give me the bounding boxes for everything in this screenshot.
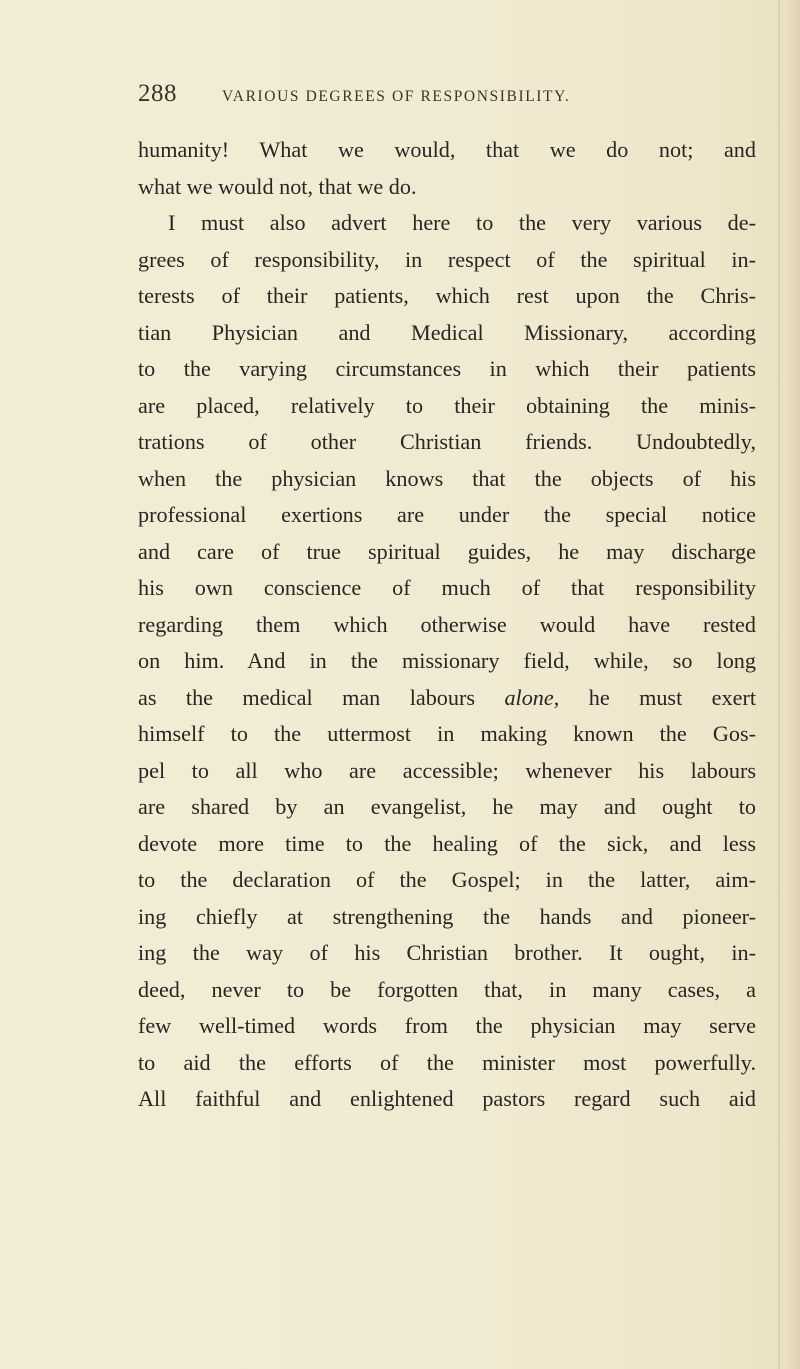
text-line: ing the way of his Christian brother. It ought, in- [138, 940, 756, 965]
text-line: and care of true spiritual guides, he may discharge [138, 538, 756, 564]
text-line: when the physician knows that the objects of his [138, 465, 756, 491]
text-line: ing chiefly at strengthening the hands and pioneer- [138, 903, 756, 929]
text-line: grees of responsibility, in respect of the spiritual in- [138, 246, 756, 272]
text-line: deed, never to be forgotten that, in many cases, a [138, 976, 756, 1002]
text-line: his own conscience of much of that responsibility [138, 575, 756, 600]
text-line: tian Physician and Medical Missionary, according [138, 319, 756, 345]
text-line: regarding them which otherwise would have rested [138, 611, 756, 637]
text-line: professional exertions are under the special notice [138, 502, 756, 527]
text-line: pel to all who are accessible; whenever his labours [138, 757, 756, 783]
text-line: what we would not, that we do. [138, 173, 417, 199]
text-line: I must also advert here to the very various de- [168, 210, 756, 235]
page-fold-line [778, 0, 780, 1369]
text-line: are shared by an evangelist, he may and ought to [138, 794, 756, 819]
text-line: All faithful and enlightened pastors regard such aid [138, 1086, 756, 1111]
text-line: trations of other Christian friends. Undoubtedly, [138, 429, 756, 454]
page-edge-shadow [786, 0, 800, 1369]
text-line: himself to the uttermost in making known the Gos- [138, 721, 756, 746]
body-text [138, 132, 756, 1118]
text-line: are placed, relatively to their obtaining the minis- [138, 392, 756, 418]
emphasis-text: alone [504, 684, 554, 710]
text-line: on him. And in the missionary field, while, so long [138, 648, 756, 673]
text-line: humanity! What we would, that we do not; and [138, 137, 756, 162]
text-line: to the declaration of the Gospel; in the latter, aim- [138, 867, 756, 892]
text-line: terests of their patients, which rest upon the Chris- [138, 283, 756, 308]
text-line: as the medical man labours alone, he must exert [138, 684, 756, 710]
page-header [138, 80, 738, 120]
text-line: few well-timed words from the physician may serve [138, 1013, 756, 1038]
page-number: 288 [138, 80, 177, 107]
text-line: to the varying circumstances in which their patients [138, 356, 756, 381]
text-line: devote more time to the healing of the sick, and less [138, 830, 756, 856]
running-head: VARIOUS DEGREES OF RESPONSIBILITY. [222, 88, 571, 105]
text-line: to aid the efforts of the minister most powerfully. [138, 1049, 756, 1075]
